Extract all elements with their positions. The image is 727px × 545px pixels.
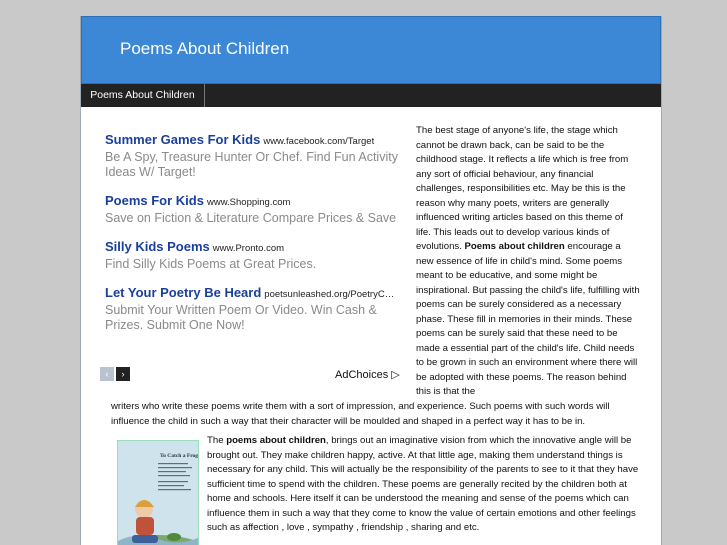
ad-block (105, 132, 405, 346)
ad-next-button[interactable]: › (116, 367, 130, 381)
nav-bar (81, 84, 661, 107)
ad-url[interactable]: poetsunleashed.org/PoetryC… (264, 289, 395, 300)
poem-illustration (117, 440, 199, 545)
poem-illustration-title: To Catch a Frog (160, 453, 199, 459)
ad-url[interactable]: www.Pronto.com (212, 243, 285, 254)
ad-title[interactable]: Let Your Poetry Be Heard (105, 285, 262, 300)
ad-item[interactable] (105, 239, 405, 272)
ad-description[interactable]: Find Silly Kids Poems at Great Prices. (105, 257, 317, 271)
intro-text-b: encourage a new essence of life in child's mind. Some poems meant to be educative, and some might be inspirational. But passing the child's life, fulfilling with poems can be surely considered as a necessary phase. These fill in memories in their minds. These poems can be surely said that these need to be made a essential part of the child's life. Child needs to be grown in such an environment where there will be adopted with these poems. The reason behind this is that the (416, 241, 640, 397)
keyword-bold: Poems about children (464, 241, 565, 252)
ad-title[interactable]: Summer Games For Kids (105, 132, 261, 147)
ad-item[interactable] (105, 285, 405, 333)
page-container (80, 16, 662, 545)
ad-title[interactable]: Poems For Kids (105, 193, 204, 208)
adchoices-link[interactable]: AdChoices ▷ (335, 369, 400, 381)
second-text-a: The (207, 435, 227, 446)
keyword-bold: poems about children (226, 435, 326, 446)
ad-item[interactable] (105, 132, 405, 180)
ad-item[interactable] (105, 193, 405, 226)
site-header (81, 16, 661, 84)
second-text-b: , brings out an imaginative vision from which the innovative angle will be brought out. They make children happy, active. At that little age, making them understand things is necessary for any child. This will actually be the responsibility of the parents to see to it that they have sufficient time to spend with the children. These poems are generally recited by the children both at home and schools. Here itself it can be understood the meaning and sense of the poems which can influence them in such a way that they come to know the value of certain emotions and other feelings such as affection , love , sympathy , friendship , sharing and etc. (207, 435, 639, 533)
poem-illustration-art (118, 441, 199, 545)
ad-navigation (100, 367, 400, 383)
intro-paragraph (416, 124, 640, 400)
second-paragraph (207, 434, 639, 536)
ad-description[interactable]: Be A Spy, Treasure Hunter Or Chef. Find Fun Activity Ideas W/ Target! (105, 150, 398, 179)
ad-description[interactable]: Save on Fiction & Literature Compare Prices & Save (105, 211, 397, 225)
ad-prev-button[interactable]: ‹ (100, 367, 114, 381)
intro-paragraph-continued: writers who write these poems write them with a sort of impression, and experience. Such poems with such words will influence the child in such a way that their character will be moulded and shaped in a perfect way it has to be in. (111, 401, 610, 427)
site-title[interactable]: Poems About Children (120, 39, 290, 58)
intro-text-a: The best stage of anyone's life, the stage which cannot be drawn back, can be said to be the childhood stage. It reflects a life which is free from any sort of official behaviour, any financial challenges, responsibilities etc. May be this is the reason why many poets, writers are generally influenced writing articles based on this theme of life. This leads out to develop various kinds of evolutions. (416, 125, 629, 252)
ad-url[interactable]: www.facebook.com/Target (263, 136, 375, 147)
ad-description[interactable]: Submit Your Written Poem Or Video. Win Cash & Prizes. Submit One Now! (105, 303, 377, 332)
nav-item-home[interactable]: Poems About Children (81, 84, 205, 107)
ad-title[interactable]: Silly Kids Poems (105, 239, 210, 254)
ad-url[interactable]: www.Shopping.com (206, 197, 291, 208)
